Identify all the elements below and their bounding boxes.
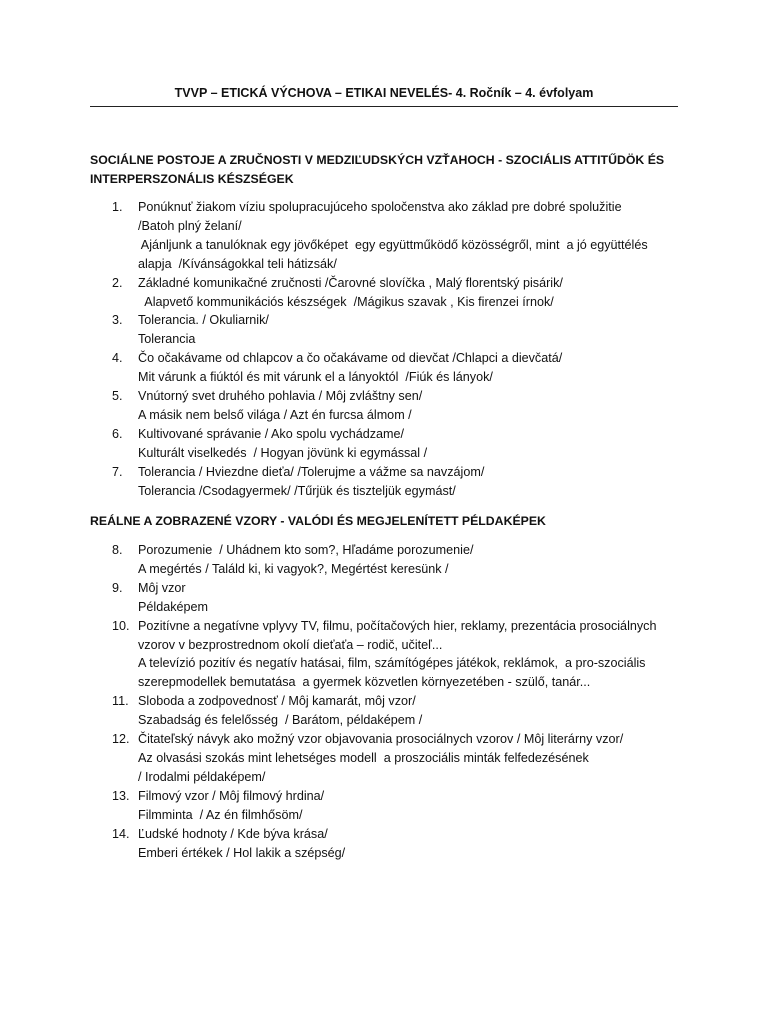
list-item [90, 274, 690, 312]
list-item-line: Kultivované správanie / Ako spolu vychádzame/ [138, 426, 405, 441]
list-item [90, 463, 690, 501]
list-item-line: Emberi értékek / Hol lakik a szépség/ [138, 845, 346, 860]
section-title-social [90, 151, 678, 189]
list-item [90, 692, 690, 730]
list-item-number: 13. [112, 788, 130, 803]
list-item-number: 11. [112, 694, 129, 709]
topic-list-social [90, 198, 690, 501]
list-item [90, 579, 690, 617]
list-item-line: Ajánljunk a tanulóknak egy jövőképet egy együttműködő közösségről, mint a jó együttélés [138, 237, 648, 252]
list-item-number: 9. [112, 580, 123, 595]
list-item-number: 6. [112, 426, 123, 441]
section-title-line: INTERPERSZONÁLIS KÉSZSÉGEK [90, 172, 294, 186]
list-item-line: Tolerancia. / Okuliarnik/ [138, 313, 269, 328]
list-item-line: A megértés / Találd ki, ki vagyok?, Megértést keresünk / [138, 561, 449, 576]
list-item [90, 311, 690, 349]
list-item-line: A másik nem belső világa / Azt én furcsa álmom / [138, 407, 412, 422]
list-item-line: /Batoh plný želaní/ [138, 218, 242, 233]
list-item-number: 2. [112, 275, 123, 290]
list-item-number: 3. [112, 313, 123, 328]
list-item-line: Tolerancia / Hviezdne dieťa/ /Tolerujme a vážme sa navzájom/ [138, 464, 485, 479]
list-item-line: Ľudské hodnoty / Kde býva krása/ [138, 826, 328, 841]
list-item-line: Porozumenie / Uhádnem kto som?, Hľadáme porozumenie/ [138, 543, 474, 557]
list-item-line: vzorov v bezprostrednom okolí dieťaťa – rodič, učiteľ... [138, 637, 443, 652]
list-item-number: 12. [112, 732, 130, 747]
list-item-number: 5. [112, 389, 123, 404]
list-item [90, 617, 690, 693]
list-item-line: A televízió pozitív és negatív hatásai, film, számítógépes játékok, reklámok, a pro-szociális [138, 656, 646, 671]
list-item-line: Sloboda a zodpovednosť / Môj kamarát, môj vzor/ [138, 694, 416, 709]
list-item [90, 730, 690, 787]
list-item [90, 787, 690, 825]
section-title-models: REÁLNE A ZOBRAZENÉ VZORY - VALÓDI ÉS MEGJELENÍTETT PÉLDAKÉPEK [90, 514, 546, 528]
list-item-line: Kulturált viselkedés / Hogyan jövünk ki egymással / [138, 445, 428, 460]
section-title-line: SOCIÁLNE POSTOJE A ZRUČNOSTI V MEDZIĽUDSKÝCH VZŤAHOCH - SZOCIÁLIS ATTITŰDÖK ÉS [90, 153, 665, 167]
list-item [90, 198, 690, 274]
list-item-line: Ponúknuť žiakom víziu spolupracujúceho spoločenstva ako základ pre dobré spolužitie [138, 200, 622, 214]
list-item-line: Pozitívne a negatívne vplyvy TV, filmu, počítačových hier, reklamy, prezentácia prosociálnych [138, 618, 657, 633]
list-item-line: Filmový vzor / Môj filmový hrdina/ [138, 788, 325, 803]
list-item-number: 14. [112, 826, 130, 841]
list-item [90, 349, 690, 387]
list-item-line: szerepmodellek bemutatása a gyermek közvetlen környezetében - szülő, tanár... [138, 675, 591, 690]
list-item-line: alapja /Kívánságokkal teli hátizsák/ [138, 256, 337, 271]
list-item-line: Alapvető kommunikációs készségek /Mágikus szavak , Kis firenzei írnok/ [138, 294, 554, 309]
list-item-line: Tolerancia [138, 332, 196, 347]
list-item-line: Vnútorný svet druhého pohlavia / Môj zvláštny sen/ [138, 389, 423, 404]
topic-list-models [90, 541, 690, 862]
list-item-line: Az olvasási szokás mint lehetséges modell a proszociális minták felfedezésének [138, 750, 589, 765]
list-item-line: Základné komunikačné zručnosti /Čarovné slovíčka , Malý florentský pisárik/ [138, 275, 563, 290]
list-item-line: Tolerancia /Csodagyermek/ /Tűrjük és tiszteljük egymást/ [138, 483, 456, 498]
list-item-line: Filmminta / Az én filmhősöm/ [138, 807, 303, 822]
list-item-line: Példaképem [138, 599, 209, 614]
page-header-title: TVVP – ETICKÁ VÝCHOVA – ETIKAI NEVELÉS- 4. Ročník – 4. évfolyam [174, 86, 594, 100]
list-item-number: 1. [112, 200, 123, 214]
list-item-line: / Irodalmi példaképem/ [138, 769, 266, 784]
list-item-line: Szabadság és felelősség / Barátom, példaképem / [138, 713, 423, 728]
list-item-number: 4. [112, 351, 123, 366]
list-item [90, 387, 690, 425]
list-item [90, 541, 690, 579]
list-item-line: Čo očakávame od chlapcov a čo očakávame od dievčat /Chlapci a dievčatá/ [138, 351, 563, 366]
list-item-number: 8. [112, 543, 123, 557]
list-item [90, 825, 690, 863]
list-item [90, 425, 690, 463]
list-item-number: 7. [112, 464, 123, 479]
list-item-line: Mit várunk a fiúktól és mit várunk el a lányoktól /Fiúk és lányok/ [138, 370, 493, 385]
list-item-line: Čitateľský návyk ako možný vzor objavovania prosociálnych vzorov / Môj literárny vzor/ [138, 732, 624, 747]
list-item-number: 10. [112, 618, 130, 633]
list-item-line: Môj vzor [138, 580, 186, 595]
header-divider [90, 106, 678, 107]
